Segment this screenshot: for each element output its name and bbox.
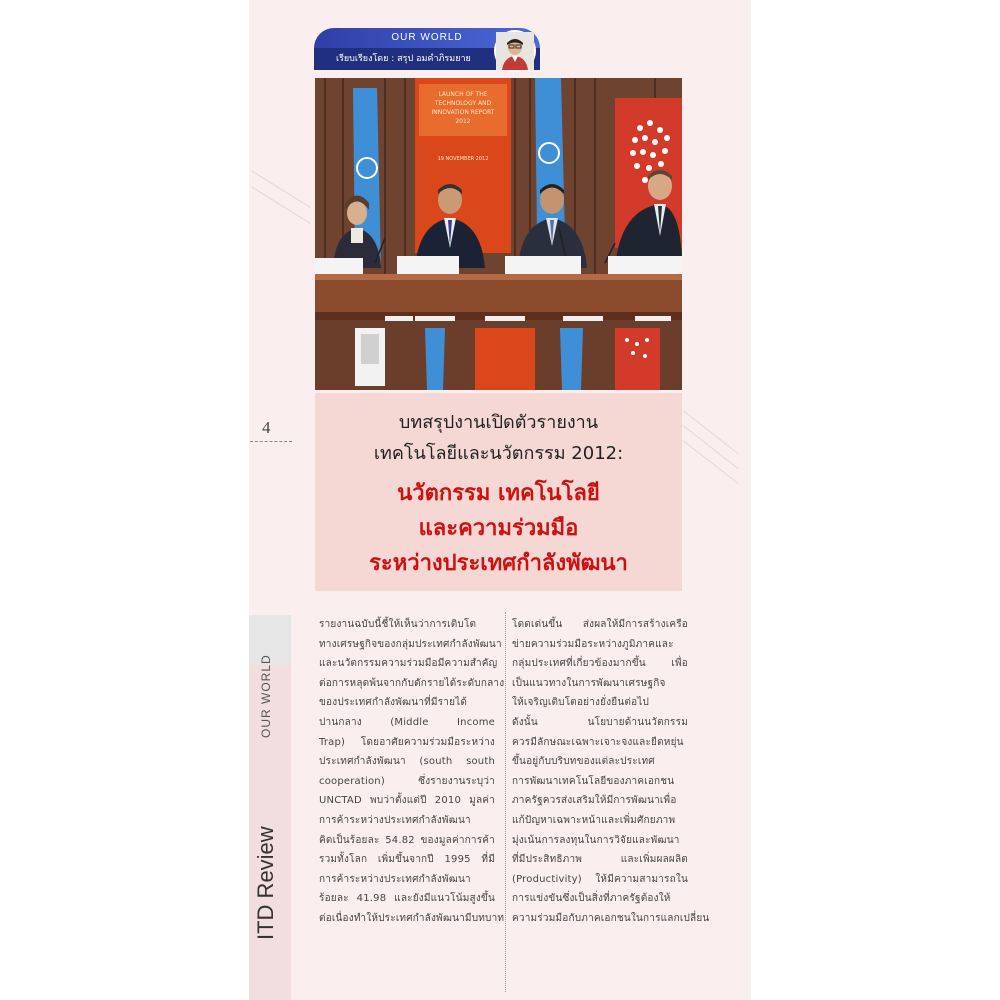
- author-portrait-icon: [496, 32, 534, 70]
- column-divider: [505, 612, 506, 992]
- body-line: ควรมีลักษณะเฉพาะเจาะจงและยืดหยุ่น: [512, 736, 684, 748]
- body-line: แก้ปัญหาเฉพาะหน้าและเพิ่มศักยภาพ: [512, 814, 676, 826]
- title-highlight-line-3: ระหว่างประเทศกำลังพัฒนา: [369, 551, 628, 576]
- body-column-2: [512, 615, 710, 990]
- body-line: ความร่วมมือกับภาคเอกชนในการแลกเปลี่ยน: [512, 912, 710, 924]
- body-line: ประเทศกำลังพัฒนา (south south: [319, 756, 495, 768]
- body-line: รายงานฉบับนี้ชี้ให้เห็นว่าการเติบโต: [319, 619, 477, 630]
- article-title-box: [315, 393, 682, 591]
- press-conference-image: [315, 78, 682, 390]
- publication-name: ITD Review: [253, 826, 278, 940]
- svg-text:INNOVATION REPORT: INNOVATION REPORT: [431, 109, 495, 116]
- body-line: ภาครัฐควรส่งเสริมให้มีการพัฒนาเพื่อ: [512, 795, 677, 807]
- svg-text:2012: 2012: [455, 118, 471, 125]
- svg-text:LAUNCH OF THE: LAUNCH OF THE: [438, 91, 488, 98]
- title-line-1: บทสรุปงานเปิดตัวรายงาน: [398, 412, 599, 433]
- title-highlight-line-1: นวัตกรรม เทคโนโลยี: [397, 481, 600, 506]
- body-line: การพัฒนาเทคโนโลยีของภาคเอกชน: [512, 775, 675, 787]
- title-line-2: เทคโนโลยีและนวัตกรรม 2012:: [373, 443, 624, 464]
- body-line: (Productivity) ให้มีความสามารถใน: [512, 873, 688, 885]
- title-highlight-line-2: และความร่วมมือ: [418, 516, 579, 541]
- body-line: ที่มีประสิทธิภาพ และเพิ่มผลผลิต: [512, 854, 688, 866]
- body-line: กลุ่มประเทศที่เกี่ยวข้องมากขึ้น เพื่อ: [512, 658, 688, 670]
- vertical-section-label: OUR WORLD: [259, 654, 273, 738]
- body-line: ให้เจริญเติบโตอย่างยั่งยืนต่อไป: [512, 697, 650, 709]
- body-line: Trap) โดยอาศัยความร่วมมือระหว่าง: [319, 736, 495, 748]
- body-line: cooperation) ซึ่งรายงานระบุว่า: [319, 775, 495, 787]
- page-number: 4: [262, 418, 271, 437]
- author-avatar: [494, 30, 536, 72]
- body-line: การค้าระหว่างประเทศกำลังพัฒนา: [319, 814, 471, 826]
- body-line: ต่อเนื่องทำให้ประเทศกำลังพัฒนามีบทบาท: [319, 912, 505, 924]
- body-line: ร้อยละ 41.98 และยังมีแนวโน้มสูงขึ้น: [319, 893, 495, 905]
- body-line: ปานกลาง (Middle Income: [319, 716, 495, 728]
- press-conference-photo: [315, 78, 682, 390]
- body-line: มุ่งเน้นการลงทุนในการวิจัยและพัฒนา: [512, 834, 680, 846]
- body-line: ข่ายความร่วมมือระหว่างภูมิภาคและ: [512, 638, 674, 650]
- body-line: การแข่งขันซึ่งเป็นสิ่งที่ภาครัฐต้องให้: [512, 893, 671, 905]
- body-line: ต่อการหลุดพ้นจากกับดักรายได้ระดับกลาง: [319, 677, 505, 689]
- section-label: OUR WORLD: [391, 32, 463, 43]
- svg-text:19 NOVEMBER 2012: 19 NOVEMBER 2012: [437, 156, 489, 162]
- body-line: ขึ้นอยู่กับบริบทของแต่ละประเทศ: [512, 756, 655, 768]
- body-line: การค้าระหว่างประเทศกำลังพัฒนา: [319, 873, 471, 885]
- page-number-rule: [250, 441, 292, 442]
- body-line: ทางเศรษฐกิจของกลุ่มประเทศกำลังพัฒนา: [319, 638, 502, 650]
- body-line: และนวัตกรรมความร่วมมือมีความสำคัญ: [319, 658, 498, 670]
- body-line: โดดเด่นขึ้น ส่งผลให้มีการสร้างเครือ: [512, 619, 688, 630]
- body-line: ของประเทศกำลังพัฒนาที่มีรายได้: [319, 697, 468, 709]
- body-line: เป็นแนวทางในการพัฒนาเศรษฐกิจ: [512, 677, 666, 689]
- body-line: รวมทั้งโลก เพิ่มขึ้นจากปี 1995 ที่มี: [319, 854, 495, 866]
- svg-text:TECHNOLOGY AND: TECHNOLOGY AND: [434, 100, 492, 107]
- body-line: UNCTAD พบว่าตั้งแต่ปี 2010 มูลค่า: [319, 795, 495, 807]
- author-credit: เรียบเรียงโดย : สรุป อมคำภิรมยาย: [314, 48, 540, 70]
- body-column-1: [319, 615, 505, 990]
- body-line: คิดเป็นร้อยละ 54.82 ของมูลค่าการค้า: [319, 834, 495, 846]
- body-line: ดังนั้น นโยบายด้านนวัตกรรม: [512, 716, 688, 728]
